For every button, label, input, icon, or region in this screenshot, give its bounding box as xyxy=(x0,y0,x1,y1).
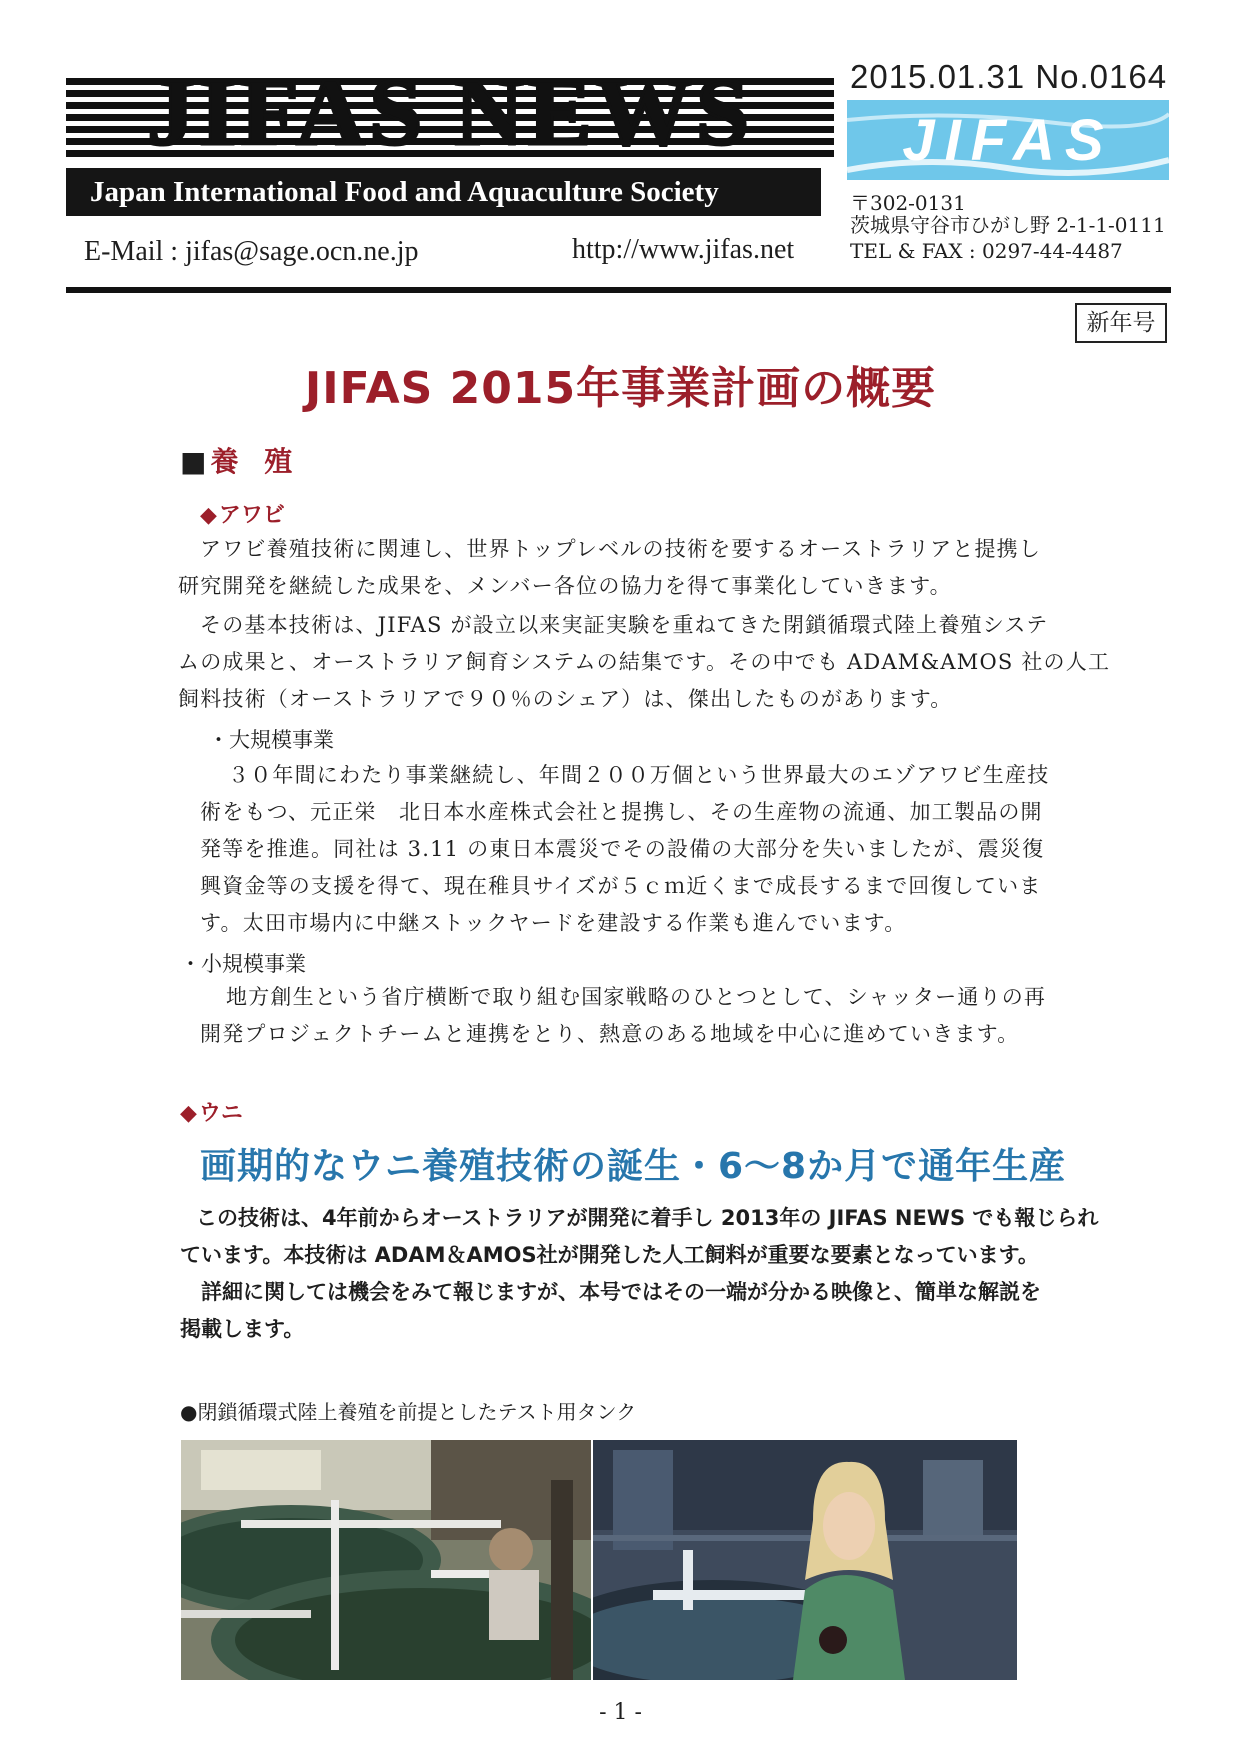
abalone-p2-line2: ムの成果と、オーストラリア飼育システムの結集です。その中でも ADAM&AMOS 社の人工 xyxy=(178,650,1111,674)
abalone-p1-line1: アワビ養殖技術に関連し、世界トップレベルの技術を要するオーストラリアと提携し xyxy=(200,537,1042,561)
tank-photo-right xyxy=(593,1440,1017,1680)
diamond-icon: ◆ xyxy=(200,503,217,528)
society-name: Japan International Food and Aquaculture Society xyxy=(66,168,821,216)
tank-photo-left xyxy=(181,1440,591,1680)
large-scale-label: ・大規模事業 xyxy=(208,728,334,752)
article-title: JIFAS 2015年事業計画の概要 xyxy=(304,363,937,414)
tel-fax: TEL & FAX : 0297-44-4487 xyxy=(850,239,1123,263)
jifas-logo xyxy=(847,100,1169,180)
masthead-title: JIFAS NEWS xyxy=(146,58,754,165)
page-number: - 1 - xyxy=(599,1700,642,1725)
urchin-subtitle: 画期的なウニ養殖技術の誕生・6～8か月で通年生産 xyxy=(200,1146,1067,1187)
large-line5: す。太田市場内に中継ストックヤードを建設する作業も進んでいます。 xyxy=(200,911,907,935)
header-divider xyxy=(66,287,1171,293)
small-line2: 開発プロジェクトチームと連携をとり、熱意のある地域を中心に進めていきます。 xyxy=(200,1022,1020,1046)
small-line1: 地方創生という省庁横断で取り組む国家戦略のひとつとして、シャッター通りの再 xyxy=(226,985,1047,1009)
urchin-lead-line3: 詳細に関しては機会をみて報じますが、本号ではその一端が分かる映像と、簡単な解説を xyxy=(180,1280,1041,1304)
abalone-p1-line2: 研究開発を継続した成果を、メンバー各位の協力を得て事業化していきます。 xyxy=(178,574,952,598)
logo-text: JIFAS xyxy=(902,108,1114,173)
urchin-heading-label: ウニ xyxy=(198,1101,243,1126)
large-line2: 術をもつ、元正栄 北日本水産株式会社と提携し、その生産物の流通、加工製品の開 xyxy=(200,800,1043,824)
abalone-p2-line1: その基本技術は、JIFAS が設立以来実証実験を重ねてきた閉鎖循環式陸上養殖システ xyxy=(200,613,1049,637)
address: 茨城県守谷市ひがし野 2-1-1-0111 xyxy=(850,213,1166,237)
urchin-heading xyxy=(180,1096,243,1127)
abalone-heading xyxy=(200,498,285,529)
urchin-lead-line2: ています。本技術は ADAM＆AMOS社が開発した人工飼料が重要な要素となっています。 xyxy=(180,1243,1039,1267)
large-line4: 興資金等の支援を得て、現在稚貝サイズが５ｃｍ近くまで成長するまで回復していま xyxy=(200,874,1042,898)
large-line1: ３０年間にわたり事業継続し、年間２００万個という世界最大のエゾアワビ生産技 xyxy=(228,763,1050,787)
postal-code: 〒302-0131 xyxy=(850,191,966,215)
small-scale-label: ・小規模事業 xyxy=(180,952,306,976)
section-heading xyxy=(180,440,300,480)
large-line3: 発等を推進。同社は 3.11 の東日本震災でその設備の大部分を失いましたが、震災復 xyxy=(200,837,1045,861)
photo-caption: ●閉鎖循環式陸上養殖を前提としたテスト用タンク xyxy=(180,1400,637,1424)
abalone-p2-line3: 飼料技術（オーストラリアで９０％のシェア）は、傑出したものがあります。 xyxy=(178,687,953,711)
website-link[interactable]: http://www.jifas.net xyxy=(572,234,795,265)
diamond-icon: ◆ xyxy=(180,1101,197,1126)
new-year-badge: 新年号 xyxy=(1075,303,1167,343)
issue-date-number: 2015.01.31 No.0164 xyxy=(850,58,1168,95)
email-link[interactable]: E-Mail : jifas@sage.ocn.ne.jp xyxy=(84,236,419,267)
section-marker: ■ xyxy=(180,445,207,478)
urchin-lead-line1: この技術は、4年前からオーストラリアが開発に着手し 2013年の JIFAS NEWS でも報じられ xyxy=(196,1206,1099,1230)
section-label: 養 殖 xyxy=(210,445,301,478)
urchin-lead-line4: 掲載します。 xyxy=(180,1317,305,1341)
abalone-heading-label: アワビ xyxy=(218,503,285,528)
